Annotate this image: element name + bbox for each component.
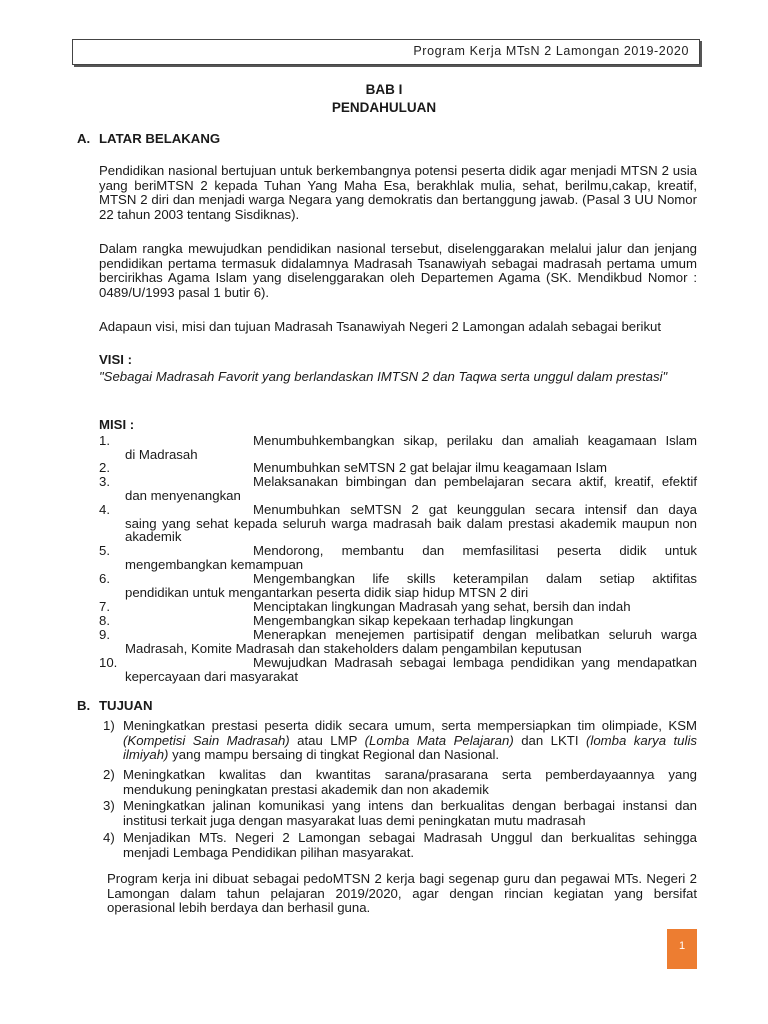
tujuan-number: 2)	[103, 767, 115, 782]
tujuan-number: 3)	[103, 798, 115, 813]
misi-item	[99, 544, 697, 571]
misi-number: 5.	[99, 543, 110, 558]
tujuan-text-part: Meningkatkan prestasi peserta didik secara umum, serta mempersiapkan tim olimpiade, KSM	[123, 718, 697, 733]
misi-text-cont: di Madrasah	[125, 446, 198, 462]
paragraph-1: Pendidikan nasional bertujuan untuk berkembangnya potensi peserta didik agar menjadi MTSN 2 usia yang beriMTSN 2 kepada Tuhan Yang Maha Esa, berakhlak mulia, sehat, berilmu,cakap, kreatif, MTSN 2 diri dan menjadi warga Negara yang demokratis dan bertanggung jawab. (Pasal 3 UU Nomor 22 tahun 2003 tentang Sisdiknas).	[99, 163, 697, 222]
misi-text-cont: pendidikan untuk mengantarkan peserta didik siap hidup MTSN 2 diri	[125, 584, 529, 600]
visi-label: VISI :	[99, 352, 132, 367]
misi-number: 3.	[99, 474, 110, 489]
paragraph-3: Adapaun visi, misi dan tujuan Madrasah Tsanawiyah Negeri 2 Lamongan adalah sebagai berikut	[99, 319, 662, 334]
tujuan-item	[103, 719, 697, 763]
tujuan-number: 4)	[103, 830, 115, 845]
misi-item	[99, 628, 697, 655]
misi-number: 1.	[99, 433, 110, 448]
misi-item	[99, 475, 697, 502]
tujuan-item	[103, 799, 697, 828]
misi-item	[99, 600, 697, 614]
misi-item	[99, 656, 697, 683]
misi-text: Mengembangkan life skills keterampilan dalam setiap aktifitas	[253, 571, 697, 586]
misi-item	[99, 503, 697, 544]
tujuan-text: Meningkatkan jalinan komunikasi yang intens dan berkualitas dengan berbagai instansi dan institusi terkait juga dengan masyarakat luas demi peningkatan mutu madrasah	[123, 798, 697, 828]
chapter-number: BAB I	[365, 82, 403, 97]
misi-text-cont: kepercayaan dari masyarakat	[125, 668, 298, 684]
misi-text: Melaksanakan bimbingan dan pembelajaran secara aktif, kreatif, efektif	[253, 474, 697, 489]
misi-text: Menumbuhkan seMTSN 2 gat belajar ilmu keagamaan Islam	[253, 460, 608, 475]
misi-item	[99, 572, 697, 599]
misi-text: Menerapkan menejemen partisipatif dengan melibatkan seluruh warga	[253, 627, 697, 642]
misi-text: Mendorong, membantu dan memfasilitasi peserta didik untuk	[253, 543, 697, 558]
misi-text: Mengembangkan sikap kepekaan terhadap lingkungan	[253, 613, 574, 628]
misi-text-cont: saing yang sehat kepada seluruh warga madrasah baik dalam prestasi akademik maupun non akademik	[125, 515, 697, 544]
page-number: 1	[678, 940, 686, 952]
section-a-title: LATAR BELAKANG	[99, 131, 221, 146]
tujuan-text-part: atau LMP	[289, 732, 365, 748]
misi-number: 9.	[99, 627, 110, 642]
running-header	[72, 39, 700, 65]
misi-text: Menumbuhkan seMTSN 2 gat keunggulan secara intensif dan daya	[253, 502, 697, 517]
tujuan-item	[103, 831, 697, 860]
misi-number: 7.	[99, 599, 110, 614]
misi-item	[99, 461, 697, 475]
tujuan-text	[103, 719, 697, 763]
misi-number: 4.	[99, 502, 110, 517]
misi-number: 8.	[99, 613, 110, 628]
misi-text-cont: Madrasah, Komite Madrasah dan stakeholders dalam pengambilan keputusan	[125, 640, 582, 656]
tujuan-text: Menjadikan MTs. Negeri 2 Lamongan sebagai Madrasah Unggul dan berkualitas sehingga menjadi Lembaga Pendidikan pilihan masyarakat.	[123, 830, 697, 860]
section-a-letter: A.	[77, 131, 91, 146]
misi-text: Menumbuhkembangkan sikap, perilaku dan amaliah keagamaan Islam	[253, 433, 697, 448]
closing-paragraph: Program kerja ini dibuat sebagai pedoMTSN 2 kerja bagi segenap guru dan pegawai MTs. Negeri 2 Lamongan dalam tahun pelajaran 2019/2020, agar dengan rincian kegiatan yang bersifat operasional lebih berdaya dan berhasil guna.	[107, 871, 697, 915]
tujuan-text-italic: (Lomba Mata Pelajaran)	[364, 732, 514, 748]
paragraph-2: Dalam rangka mewujudkan pendidikan nasional tersebut, diselenggarakan melalui jalur dan jenjang pendidikan pertama termasuk didalamnya Madrasah Tsanawiyah sebagai madrasah pertama umum bercirikhas Agama Islam yang diselenggarakan oleh Departemen Agama (SK. Mendikbud Nomor : 0489/U/1993 pasal 1 butir 6).	[99, 241, 697, 300]
tujuan-text-italic: (lomba karya tulis ilmiyah)	[123, 732, 697, 762]
tujuan-text-part: yang mampu bersaing di tingkat Regional dan Nasional.	[168, 747, 500, 762]
misi-text: Menciptakan lingkungan Madrasah yang sehat, bersih dan indah	[253, 599, 631, 614]
chapter-title: PENDAHULUAN	[331, 100, 437, 115]
tujuan-text-part: dan LKTI	[513, 732, 587, 748]
misi-number: 2.	[99, 460, 110, 475]
section-b-heading	[77, 698, 152, 713]
misi-text-cont: mengembangkan kemampuan	[125, 556, 304, 572]
misi-item	[99, 434, 697, 461]
misi-number: 10.	[99, 655, 118, 670]
header-title: Program Kerja MTsN 2 Lamongan 2019-2020	[413, 44, 689, 58]
visi-text: "Sebagai Madrasah Favorit yang berlandaskan IMTSN 2 dan Taqwa serta unggul dalam prestasi"	[99, 369, 668, 384]
section-b-title: TUJUAN	[99, 698, 153, 713]
misi-label: MISI :	[99, 417, 135, 432]
misi-text-cont: dan menyenangkan	[125, 487, 241, 503]
tujuan-number: 1)	[103, 718, 115, 733]
misi-number: 6.	[99, 571, 110, 586]
page-number-badge	[667, 929, 697, 969]
section-a-heading	[77, 131, 220, 146]
misi-item	[99, 614, 697, 628]
misi-text: Mewujudkan Madrasah sebagai lembaga pendidikan yang mendapatkan	[253, 655, 697, 670]
tujuan-text-italic: (Kompetisi Sain Madrasah)	[123, 732, 290, 748]
section-b-letter: B.	[77, 698, 91, 713]
tujuan-text: Meningkatkan kwalitas dan kwantitas sarana/prasarana serta pemberdayaannya yang mendukung peningkatan prestasi akademik dan non akademik	[123, 767, 697, 797]
tujuan-item	[103, 768, 697, 797]
